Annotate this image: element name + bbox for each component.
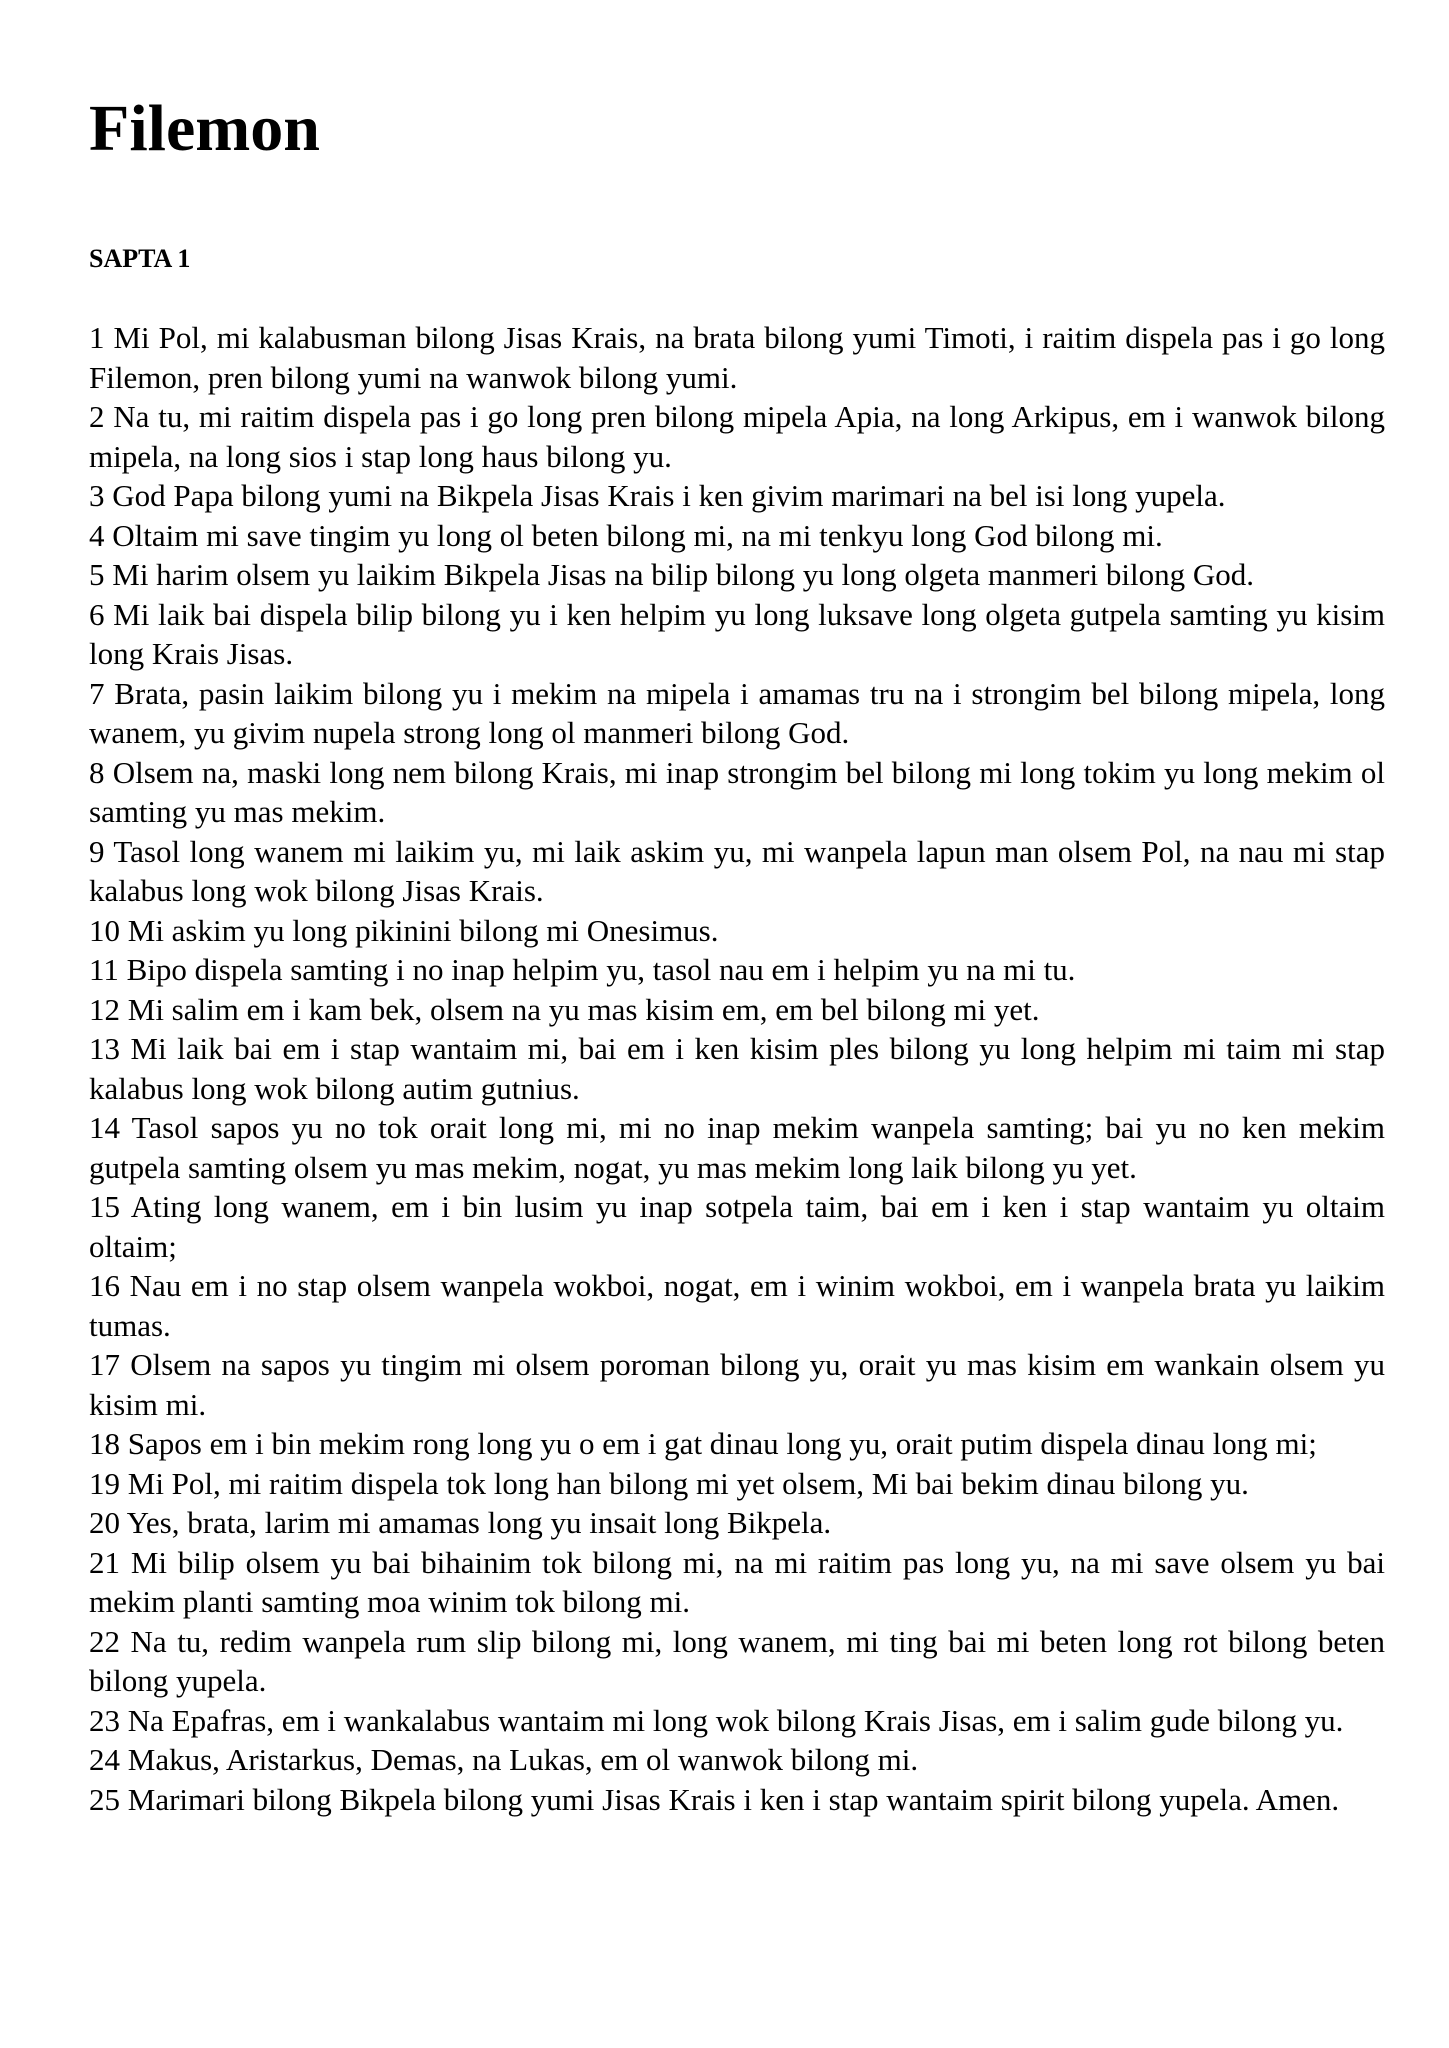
document-page [89, 0, 1385, 1819]
verse-24: 24 Makus, Aristarkus, Demas, na Lukas, em ol wanwok bilong mi. [89, 1742, 919, 1777]
verse-1: 1 Mi Pol, mi kalabusman bilong Jisas Krais, na brata bilong yumi Timoti, i raitim dispela pas i go long Filemon, pren bilong yumi na wanwok bilong yumi. [89, 320, 1385, 395]
verse-5: 5 Mi harim olsem yu laikim Bikpela Jisas na bilip bilong yu long olgeta manmeri bilong God. [89, 557, 1254, 592]
verse-18: 18 Sapos em i bin mekim rong long yu o em i gat dinau long yu, orait putim dispela dinau long mi; [89, 1426, 1317, 1461]
verse-20: 20 Yes, brata, larim mi amamas long yu insait long Bikpela. [89, 1505, 832, 1540]
verse-6: 6 Mi laik bai dispela bilip bilong yu i ken helpim yu long luksave long olgeta gutpela samting yu kisim long Krais Jisas. [89, 596, 1385, 671]
verse-15: 15 Ating long wanem, em i bin lusim yu inap sotpela taim, bai em i ken i stap wantaim yu oltaim oltaim; [89, 1189, 1385, 1264]
verse-23: 23 Na Epafras, em i wankalabus wantaim mi long wok bilong Krais Jisas, em i salim gude bilong yu. [89, 1702, 1344, 1738]
verse-19: 19 Mi Pol, mi raitim dispela tok long han bilong mi yet olsem, Mi bai bekim dinau bilong yu. [89, 1465, 1249, 1501]
verse-list [89, 272, 1385, 1819]
verse-9: 9 Tasol long wanem mi laikim yu, mi laik askim yu, mi wanpela lapun man olsem Pol, na nau mi stap kalabus long wok bilong Jisas Krais. [89, 833, 1385, 908]
verse-25: 25 Marimari bilong Bikpela bilong yumi Jisas Krais i ken i stap wantaim spirit bilong yupela. Amen. [89, 1781, 1340, 1817]
chapter-heading: SAPTA 1 [89, 244, 191, 273]
verse-14: 14 Tasol sapos yu no tok orait long mi, mi no inap mekim wanpela samting; bai yu no ken mekim gutpela samting olsem yu mas mekim, nogat, yu mas mekim long laik bilong yu yet. [89, 1110, 1385, 1185]
verse-10: 10 Mi askim yu long pikinini bilong mi Onesimus. [89, 912, 719, 948]
verse-3: 3 God Papa bilong yumi na Bikpela Jisas Krais i ken givim marimari na bel isi long yupela. [89, 478, 1226, 513]
verse-11: 11 Bipo dispela samting i no inap helpim yu, tasol nau em i helpim yu na mi tu. [89, 952, 1076, 987]
verse-12: 12 Mi salim em i kam bek, olsem na yu mas kisim em, em bel bilong mi yet. [89, 991, 1040, 1027]
verse-8: 8 Olsem na, maski long nem bilong Krais, mi inap strongim bel bilong mi long tokim yu long mekim ol samting yu mas mekim. [89, 754, 1385, 829]
verse-17: 17 Olsem na sapos yu tingim mi olsem poroman bilong yu, orait yu mas kisim em wankain olsem yu kisim mi. [89, 1347, 1385, 1422]
verse-16: 16 Nau em i no stap olsem wanpela wokboi, nogat, em i winim wokboi, em i wanpela brata yu laikim tumas. [89, 1268, 1385, 1343]
verse-7: 7 Brata, pasin laikim bilong yu i mekim na mipela i amamas tru na i strongim bel bilong mipela, long wanem, yu givim nupela strong long ol manmeri bilong God. [89, 675, 1385, 750]
book-title: Filemon [89, 92, 320, 165]
verse-13: 13 Mi laik bai em i stap wantaim mi, bai em i ken kisim ples bilong yu long helpim mi taim mi stap kalabus long wok bilong autim gutnius. [89, 1031, 1385, 1106]
verse-4: 4 Oltaim mi save tingim yu long ol beten bilong mi, na mi tenkyu long God bilong mi. [89, 517, 1163, 553]
verse-2: 2 Na tu, mi raitim dispela pas i go long pren bilong mipela Apia, na long Arkipus, em i wanwok bilong mipela, na long sios i stap long haus bilong yu. [89, 399, 1385, 474]
verse-22: 22 Na tu, redim wanpela rum slip bilong mi, long wanem, mi ting bai mi beten long rot bilong beten bilong yupela. [89, 1623, 1385, 1698]
verse-21: 21 Mi bilip olsem yu bai bihainim tok bilong mi, na mi raitim pas long yu, na mi save olsem yu bai mekim planti samting moa winim tok bilong mi. [89, 1544, 1385, 1619]
